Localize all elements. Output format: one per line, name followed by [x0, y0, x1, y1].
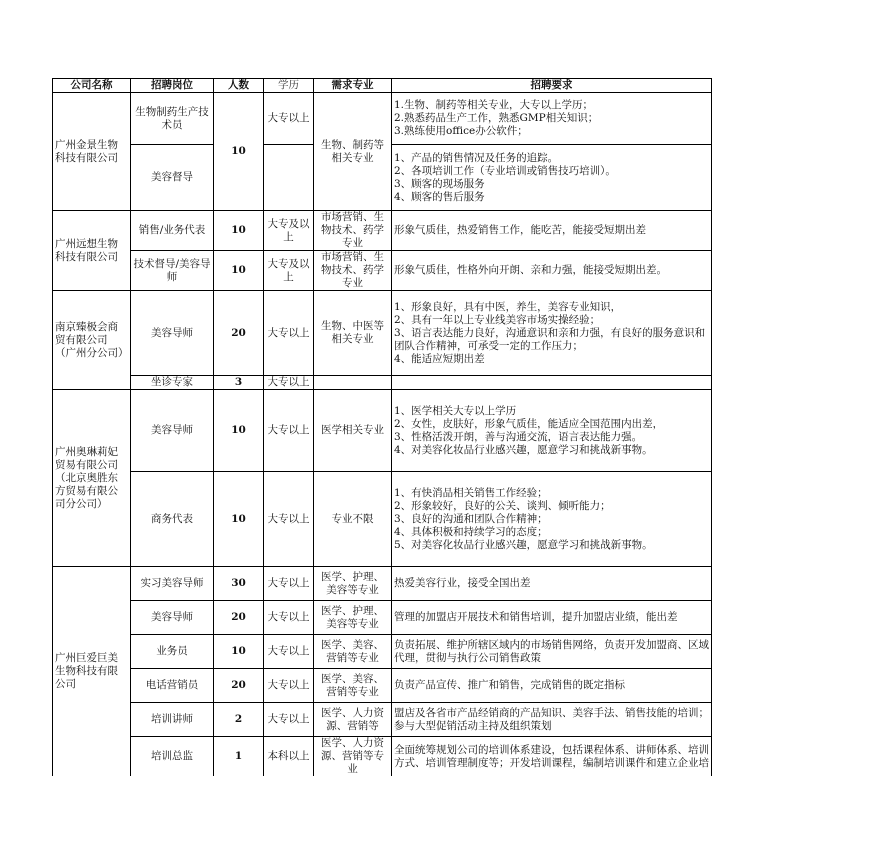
- table-row: [53, 472, 712, 567]
- count-cell: 10: [214, 251, 264, 291]
- requirement-line: 2.熟悉药品生产工作，熟悉GMP相关知识；: [394, 112, 599, 124]
- table-row: [53, 251, 712, 291]
- requirement-line: 1、医学相关大专以上学历: [394, 404, 517, 417]
- header-count: 人数: [214, 79, 264, 93]
- requirements-cell: [392, 703, 712, 737]
- header-requirements: 招聘要求: [392, 79, 712, 93]
- table-row: [53, 601, 712, 635]
- count-cell: 30: [214, 567, 264, 601]
- company-cell: 南京臻极会商贸有限公司（广州分公司）: [53, 291, 131, 390]
- requirement-line: 4、具体积极和持续学习的态度；: [394, 525, 548, 538]
- requirements-cell: 形象气质佳，热爱销售工作，能吃苦，能接受短期出差: [392, 211, 712, 251]
- education-cell: 大专以上: [264, 703, 314, 737]
- table-row: [53, 93, 712, 145]
- count-cell: 10: [214, 635, 264, 669]
- requirement-line: 3.熟练使用office办公软件；: [394, 125, 528, 137]
- table-row: [53, 737, 712, 777]
- position-cell: 业务员: [131, 635, 214, 669]
- requirements-cell: [392, 376, 712, 390]
- requirement-line: 3、语言表达能力良好，沟通意识和亲和力强，有良好的服务意识和团队合作精神，可承受一定的工作压力；: [394, 326, 706, 352]
- education-cell: 大专以上: [264, 376, 314, 390]
- position-cell: 美容导师: [131, 390, 214, 472]
- requirements-cell: [392, 145, 712, 211]
- education-cell: 本科以上: [264, 737, 314, 777]
- education-cell: 大专以上: [264, 291, 314, 376]
- table-row: [53, 376, 712, 390]
- requirements-cell: 负责拓展、维护所辖区域内的市场销售网络，负责开发加盟商、区域代理，贯彻与执行公司销售政策: [392, 635, 712, 669]
- recruitment-table: [52, 78, 712, 776]
- company-cell: 广州奥琳莉妃贸易有限公司（北京奥胜东方贸易有限公司分公司）: [53, 390, 131, 567]
- header-position: 招聘岗位: [131, 79, 214, 93]
- table-row: [53, 390, 712, 472]
- requirement-line: 1、有快消品相关销售工作经验；: [394, 486, 548, 499]
- position-cell: 坐诊专家: [131, 376, 214, 390]
- company-cell: 广州巨爱巨美生物科技有限公司: [53, 567, 131, 777]
- requirement-line: 1.生物、制药等相关专业，大专以上学历；: [394, 99, 594, 111]
- header-education: 学历: [264, 79, 314, 93]
- requirements-cell: 全面统筹规划公司的培训体系建设，包括课程体系、讲师体系、培训方式、培训管理制度等；开发培训课程，编制培训课件和建立企业培: [392, 737, 712, 777]
- requirement-line: 2、女性，皮肤好，形象气质佳，能适应全国范围内出差，: [394, 417, 664, 430]
- education-cell: 大专以上: [264, 635, 314, 669]
- table-row: [53, 635, 712, 669]
- requirement-line: 4、顾客的售后服务: [394, 190, 485, 203]
- requirement-line: 2、形象较好，良好的公关、谈判、倾听能力；: [394, 499, 611, 512]
- education-cell: [264, 145, 314, 211]
- position-cell: 技术督导/美容导师: [131, 251, 214, 291]
- requirement-line: 3、良好的沟通和团队合作精神；: [394, 512, 548, 525]
- position-cell: 培训讲师: [131, 703, 214, 737]
- major-cell: 医学相关专业: [314, 390, 392, 472]
- table-row: [53, 291, 712, 376]
- requirements-cell: [392, 291, 712, 376]
- major-cell: 生物、中医等相关专业: [314, 291, 392, 376]
- table-row: [53, 669, 712, 703]
- major-cell: 生物、制药等相关专业: [314, 93, 392, 211]
- requirement-line: 1、形象良好，具有中医，养生，美容专业知识，: [394, 300, 622, 313]
- position-cell: 美容导师: [131, 601, 214, 635]
- requirement-line: 参与大型促销活动主持及组织策划: [394, 719, 552, 732]
- count-cell: 10: [214, 390, 264, 472]
- education-cell: 大专及以上: [264, 211, 314, 251]
- position-cell: 销售/业务代表: [131, 211, 214, 251]
- education-cell: 大专以上: [264, 669, 314, 703]
- count-cell: 20: [214, 601, 264, 635]
- requirement-line: 2、具有一年以上专业线美容市场实操经验；: [394, 313, 601, 326]
- header-row: [53, 79, 712, 93]
- requirement-line: 2、各项培训工作（专业培训或销售技巧培训）。: [394, 164, 616, 177]
- position-cell: 电话营销员: [131, 669, 214, 703]
- count-cell: 2: [214, 703, 264, 737]
- education-cell: 大专以上: [264, 601, 314, 635]
- company-cell: 广州金景生物科技有限公司: [53, 93, 131, 211]
- header-major: 需求专业: [314, 79, 392, 93]
- major-cell: 医学、护理、美容等专业: [314, 567, 392, 601]
- requirement-line: 4、能适应短期出差: [394, 352, 485, 365]
- position-cell: 美容督导: [131, 145, 214, 211]
- position-cell: 培训总监: [131, 737, 214, 777]
- requirement-line: 盟店及各省市产品经销商的产品知识、美容手法、销售技能的培训；: [394, 706, 709, 719]
- major-cell: 市场营销、生物技术、药学专业: [314, 251, 392, 291]
- table-row: [53, 211, 712, 251]
- major-cell: 医学、护理、美容等专业: [314, 601, 392, 635]
- major-cell: 市场营销、生物技术、药学专业: [314, 211, 392, 251]
- education-cell: 大专及以上: [264, 251, 314, 291]
- requirements-cell: 形象气质佳，性格外向开朗、亲和力强，能接受短期出差。: [392, 251, 712, 291]
- major-cell: 医学、美容、营销等专业: [314, 669, 392, 703]
- company-cell: 广州远想生物科技有限公司: [53, 211, 131, 291]
- position-cell: 商务代表: [131, 472, 214, 567]
- major-cell: [314, 376, 392, 390]
- requirements-cell: [392, 472, 712, 567]
- position-cell: 生物制药生产技术员: [131, 93, 214, 145]
- education-cell: 大专以上: [264, 390, 314, 472]
- requirements-cell: 负责产品宣传、推广和销售，完成销售的既定指标: [392, 669, 712, 703]
- position-cell: 实习美容导师: [131, 567, 214, 601]
- count-cell: 20: [214, 291, 264, 376]
- major-cell: 医学、美容、营销等专业: [314, 635, 392, 669]
- count-cell: 10: [214, 472, 264, 567]
- requirement-line: 3、性格活泼开朗，善与沟通交流，语言表达能力强。: [394, 430, 643, 443]
- requirement-line: 5、对美容化妆品行业感兴趣，愿意学习和挑战新事物。: [394, 538, 653, 551]
- education-cell: 大专以上: [264, 567, 314, 601]
- requirements-cell: 热爱美容行业，接受全国出差: [392, 567, 712, 601]
- requirement-line: 3、顾客的现场服务: [394, 177, 485, 190]
- count-cell: 10: [214, 211, 264, 251]
- count-cell: 3: [214, 376, 264, 390]
- education-cell: 大专以上: [264, 472, 314, 567]
- major-cell: 专业不限: [314, 472, 392, 567]
- requirements-cell: 管理的加盟店开展技术和销售培训，提升加盟店业绩，能出差: [392, 601, 712, 635]
- count-cell: 10: [214, 93, 264, 211]
- requirements-cell: [392, 93, 712, 145]
- position-cell: 美容导师: [131, 291, 214, 376]
- count-cell: 1: [214, 737, 264, 777]
- major-cell: 医学、人力资源、营销等专业: [314, 737, 392, 777]
- table-row: [53, 703, 712, 737]
- table-row: [53, 567, 712, 601]
- requirement-line: 1、产品的销售情况及任务的追踪。: [394, 151, 559, 164]
- major-cell: 医学、人力资源、营销等: [314, 703, 392, 737]
- education-cell: 大专以上: [264, 93, 314, 145]
- requirement-line: 4、对美容化妆品行业感兴趣，愿意学习和挑战新事物。: [394, 443, 653, 456]
- requirements-cell: [392, 390, 712, 472]
- header-company: 公司名称: [53, 79, 131, 93]
- count-cell: 20: [214, 669, 264, 703]
